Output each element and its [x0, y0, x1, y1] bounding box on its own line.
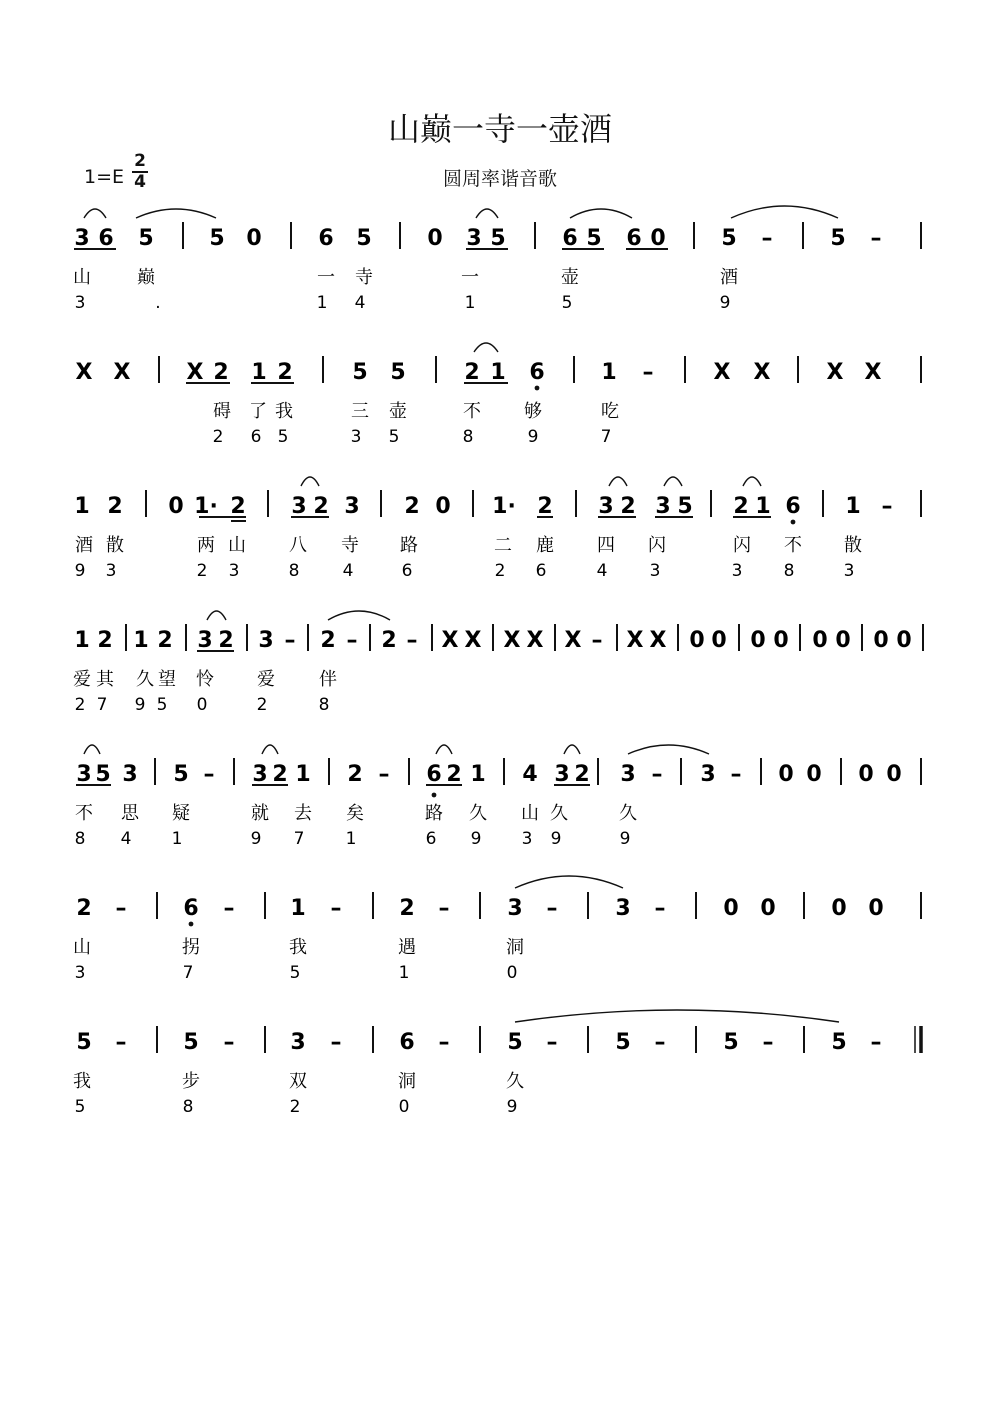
- slur-arc: [609, 477, 627, 486]
- note: X: [526, 628, 544, 653]
- note: X: [441, 628, 459, 653]
- lyric: 路: [425, 803, 443, 824]
- note: 1: [290, 896, 306, 921]
- note: X: [113, 360, 131, 385]
- pi-digit: 1: [398, 963, 410, 983]
- pi-digit: 1: [316, 293, 328, 313]
- lyric: 久: [136, 669, 154, 690]
- lyric: 山: [73, 267, 91, 288]
- note: 0: [427, 226, 443, 251]
- note: –: [870, 226, 882, 251]
- note: 1: [601, 360, 617, 385]
- lyric: 伴: [319, 669, 337, 690]
- note: –: [546, 896, 558, 921]
- lyric: 巅: [137, 267, 155, 288]
- pi-digit: 4: [342, 561, 354, 581]
- pi-digit: 6: [425, 829, 437, 849]
- lyric: 散: [844, 535, 862, 556]
- note: 3: [252, 762, 268, 787]
- pi-digit: 5: [289, 963, 301, 983]
- note: 0: [750, 628, 766, 653]
- note: 5: [352, 360, 368, 385]
- pi-digit: 8: [74, 829, 86, 849]
- note: X: [464, 628, 482, 653]
- note: 3: [700, 762, 716, 787]
- note: 1: [251, 360, 267, 385]
- note: 2: [620, 494, 636, 519]
- note: 3: [598, 494, 614, 519]
- lyric: 山: [228, 535, 246, 556]
- note: 5: [830, 226, 846, 251]
- note: –: [346, 628, 358, 653]
- pi-digit: 7: [600, 427, 612, 447]
- note: X: [503, 628, 521, 653]
- note: 2: [320, 628, 336, 653]
- note: 3: [122, 762, 138, 787]
- pi-digit: 3: [228, 561, 240, 581]
- note: 5: [721, 226, 737, 251]
- note: 2: [464, 360, 480, 385]
- note: 3: [615, 896, 631, 921]
- note: 3: [620, 762, 636, 787]
- slur-arc: [207, 611, 226, 620]
- note: 5: [723, 1030, 739, 1055]
- note: –: [378, 762, 390, 787]
- note: 0: [831, 896, 847, 921]
- lyric: 其: [96, 669, 114, 690]
- pi-digit: 3: [731, 561, 743, 581]
- note: –: [762, 1030, 774, 1055]
- low-octave-dot: [432, 793, 437, 798]
- lyric: 闪: [648, 535, 666, 556]
- note: 2: [230, 494, 246, 519]
- pi-digit: 9: [74, 561, 86, 581]
- note: –: [330, 896, 342, 921]
- note: 5: [173, 762, 189, 787]
- note: 0: [650, 226, 666, 251]
- note: 2: [157, 628, 173, 653]
- lyric: 闪: [733, 535, 751, 556]
- note: 6: [98, 226, 114, 251]
- note: 0: [689, 628, 705, 653]
- pi-digit: 9: [506, 1097, 518, 1117]
- lyric: 寺: [341, 535, 359, 556]
- slur-arc: [328, 611, 390, 620]
- note: 6: [529, 360, 545, 385]
- note: X: [826, 360, 844, 385]
- lyric: 就: [251, 803, 269, 824]
- slur-arc: [136, 209, 216, 218]
- lyric: 我: [275, 401, 293, 422]
- note: 0: [168, 494, 184, 519]
- note: –: [870, 1030, 882, 1055]
- note: 0: [435, 494, 451, 519]
- note: 4: [522, 762, 538, 787]
- pi-digit: 5: [388, 427, 400, 447]
- note: –: [330, 1030, 342, 1055]
- note: –: [881, 494, 893, 519]
- lyric: 我: [73, 1071, 91, 1092]
- note: 5: [831, 1030, 847, 1055]
- pi-digit: 6: [535, 561, 547, 581]
- pi-digit: 8: [288, 561, 300, 581]
- note: 3: [291, 494, 307, 519]
- slur-arc: [436, 745, 452, 754]
- note: 5: [183, 1030, 199, 1055]
- note: 1: [133, 628, 149, 653]
- pi-digit: 3: [521, 829, 533, 849]
- pi-digit: 2: [256, 695, 268, 715]
- note: 3: [290, 1030, 306, 1055]
- pi-digit: 5: [156, 695, 168, 715]
- lyric: 久: [469, 803, 487, 824]
- note: 0: [711, 628, 727, 653]
- note: 2: [313, 494, 329, 519]
- note: X: [75, 360, 93, 385]
- note: 2: [277, 360, 293, 385]
- note: –: [223, 896, 235, 921]
- pi-digit: 8: [318, 695, 330, 715]
- lyric: 壶: [389, 401, 407, 422]
- pi-digit: 1: [464, 293, 476, 313]
- note: 6: [426, 762, 442, 787]
- note: 2: [404, 494, 420, 519]
- lyric: 久: [506, 1071, 524, 1092]
- note: 0: [886, 762, 902, 787]
- note: 5: [356, 226, 372, 251]
- note: X: [186, 360, 204, 385]
- pi-digit: 9: [134, 695, 146, 715]
- lyric: 怜: [196, 669, 214, 690]
- note: 5: [209, 226, 225, 251]
- slur-arc: [476, 209, 498, 218]
- note: 3: [76, 762, 92, 787]
- pi-digit: 9: [527, 427, 539, 447]
- note: X: [753, 360, 771, 385]
- note: 3: [655, 494, 671, 519]
- lyric: 不: [75, 803, 93, 824]
- note: 5: [677, 494, 693, 519]
- lyric: 路: [400, 535, 418, 556]
- slur-arc: [515, 876, 623, 888]
- note: 1·: [492, 494, 516, 519]
- note: 0: [835, 628, 851, 653]
- slur-arc: [743, 477, 761, 486]
- pi-digit: 2: [74, 695, 86, 715]
- note: 0: [246, 226, 262, 251]
- pi-digit: 2: [196, 561, 208, 581]
- pi-digit: 7: [96, 695, 108, 715]
- song-subtitle: 圆周率谐音歌: [442, 168, 557, 190]
- lyric: 爱: [73, 669, 91, 690]
- pi-digit: 0: [506, 963, 518, 983]
- note: 5: [615, 1030, 631, 1055]
- note: 1: [845, 494, 861, 519]
- lyric: 四: [597, 535, 615, 556]
- pi-digit: 1: [345, 829, 357, 849]
- lyric: 壶: [561, 267, 579, 288]
- lyric: 望: [158, 669, 176, 690]
- lyric: 拐: [182, 937, 200, 958]
- pi-digit: 3: [105, 561, 117, 581]
- note: –: [406, 628, 418, 653]
- note: –: [591, 628, 603, 653]
- pi-digit: 3: [74, 293, 86, 313]
- pi-digit: 8: [462, 427, 474, 447]
- pi-digit: 8: [182, 1097, 194, 1117]
- lyric: 思: [121, 803, 139, 824]
- slur-arc: [564, 745, 580, 754]
- note: 2: [97, 628, 113, 653]
- note: 2: [107, 494, 123, 519]
- lyric: 酒: [75, 535, 93, 556]
- pi-digit: 0: [196, 695, 208, 715]
- lyric: 遇: [398, 937, 416, 958]
- note: X: [864, 360, 882, 385]
- note: –: [654, 896, 666, 921]
- lyric: 久: [550, 803, 568, 824]
- pi-digit: 4: [596, 561, 608, 581]
- pi-digit: 5: [561, 293, 573, 313]
- note: 6: [318, 226, 334, 251]
- note: 3: [197, 628, 213, 653]
- note: –: [761, 226, 773, 251]
- note: –: [730, 762, 742, 787]
- lyric: 寺: [355, 267, 373, 288]
- song-title: 山巅一寺一壶酒: [387, 110, 612, 148]
- lyric: 了: [249, 401, 267, 422]
- note: –: [438, 1030, 450, 1055]
- note: 0: [778, 762, 794, 787]
- note: 5: [490, 226, 506, 251]
- note: 1: [295, 762, 311, 787]
- note: 5: [95, 762, 111, 787]
- note: 2: [733, 494, 749, 519]
- pi-digit: 1: [171, 829, 183, 849]
- low-octave-dot: [791, 520, 796, 525]
- note: 0: [723, 896, 739, 921]
- pi-digit: 2: [212, 427, 224, 447]
- note: X: [626, 628, 644, 653]
- lyric: 二: [494, 535, 512, 556]
- note: –: [642, 360, 654, 385]
- note: 2: [218, 628, 234, 653]
- pi-digit: 3: [843, 561, 855, 581]
- note: –: [203, 762, 215, 787]
- note: 0: [873, 628, 889, 653]
- slur-arc: [474, 343, 498, 352]
- pi-digit: 9: [719, 293, 731, 313]
- lyric: 步: [182, 1071, 200, 1092]
- lyric: 久: [619, 803, 637, 824]
- pi-digit: 9: [619, 829, 631, 849]
- note: 3: [466, 226, 482, 251]
- time-signature-denominator: 4: [132, 171, 148, 192]
- note: 6: [399, 1030, 415, 1055]
- note: 1: [490, 360, 506, 385]
- note: 0: [773, 628, 789, 653]
- lyric: 吃: [601, 401, 619, 422]
- lyric: 三: [351, 401, 369, 422]
- low-octave-dot: [535, 386, 540, 391]
- pi-digit: 4: [354, 293, 366, 313]
- slur-arc: [731, 206, 838, 218]
- slur-arc: [628, 745, 709, 754]
- pi-digit: 9: [550, 829, 562, 849]
- lyric: 鹿: [536, 535, 554, 556]
- note: 5: [390, 360, 406, 385]
- pi-digit: 0: [398, 1097, 410, 1117]
- note: 6: [183, 896, 199, 921]
- lyric: 八: [289, 535, 307, 556]
- note: 1: [755, 494, 771, 519]
- lyric: 两: [197, 535, 215, 556]
- note: –: [115, 1030, 127, 1055]
- note: 2: [446, 762, 462, 787]
- key-signature: 1=E: [84, 166, 125, 188]
- note: –: [284, 628, 296, 653]
- lyric: 不: [784, 535, 802, 556]
- pi-digit: 6: [250, 427, 262, 447]
- pi-digit: 3: [649, 561, 661, 581]
- note: –: [546, 1030, 558, 1055]
- note: 0: [896, 628, 912, 653]
- low-octave-dot: [189, 922, 194, 927]
- note: X: [713, 360, 731, 385]
- note: 3: [258, 628, 274, 653]
- slur-arc: [262, 745, 278, 754]
- note: 2: [399, 896, 415, 921]
- note: 2: [574, 762, 590, 787]
- note: 0: [812, 628, 828, 653]
- note: 0: [858, 762, 874, 787]
- note: 6: [562, 226, 578, 251]
- pi-digit: 7: [293, 829, 305, 849]
- note: 5: [76, 1030, 92, 1055]
- note: 6: [626, 226, 642, 251]
- lyric: 山: [521, 803, 539, 824]
- slur-arc: [84, 209, 106, 218]
- lyric: 山: [73, 937, 91, 958]
- pi-digit: 5: [277, 427, 289, 447]
- note: 2: [381, 628, 397, 653]
- note: 2: [347, 762, 363, 787]
- pi-digit: 7: [182, 963, 194, 983]
- pi-digit: 2: [494, 561, 506, 581]
- slur-arc: [515, 1010, 839, 1022]
- lyric: 去: [294, 803, 312, 824]
- lyric: 一: [461, 267, 479, 288]
- slur-arc: [84, 745, 100, 754]
- note: 5: [138, 226, 154, 251]
- note: –: [438, 896, 450, 921]
- note: 0: [868, 896, 884, 921]
- slur-arc: [570, 209, 632, 218]
- note: X: [649, 628, 667, 653]
- pi-digit: 3: [350, 427, 362, 447]
- note: X: [564, 628, 582, 653]
- note: –: [115, 896, 127, 921]
- lyric: 爱: [257, 669, 275, 690]
- note: 2: [213, 360, 229, 385]
- note: 2: [537, 494, 553, 519]
- note: 1: [74, 494, 90, 519]
- pi-digit: 8: [783, 561, 795, 581]
- pi-digit: 9: [250, 829, 262, 849]
- lyric: 够: [524, 401, 542, 422]
- note: 0: [760, 896, 776, 921]
- note: 3: [74, 226, 90, 251]
- note: 3: [344, 494, 360, 519]
- note: 5: [586, 226, 602, 251]
- slur-arc: [664, 477, 682, 486]
- slur-arc: [301, 477, 319, 486]
- note: 1: [74, 628, 90, 653]
- pi-digit: .: [155, 293, 161, 313]
- pi-digit: 9: [470, 829, 482, 849]
- lyric: 双: [289, 1071, 307, 1092]
- note: 3: [507, 896, 523, 921]
- note: –: [223, 1030, 235, 1055]
- note: 3: [554, 762, 570, 787]
- note: 2: [76, 896, 92, 921]
- lyric: 散: [106, 535, 124, 556]
- note: 0: [806, 762, 822, 787]
- lyric: 碍: [213, 401, 231, 422]
- lyric: 洞: [398, 1071, 416, 1092]
- note: –: [654, 1030, 666, 1055]
- pi-digit: 2: [289, 1097, 301, 1117]
- lyric: 一: [317, 267, 335, 288]
- lyric: 不: [463, 401, 481, 422]
- lyric: 洞: [506, 937, 524, 958]
- pi-digit: 3: [74, 963, 86, 983]
- note: –: [651, 762, 663, 787]
- pi-digit: 6: [401, 561, 413, 581]
- time-signature-numerator: 2: [134, 151, 146, 171]
- lyric: 疑: [172, 803, 190, 824]
- note: 5: [507, 1030, 523, 1055]
- note: 1·: [194, 494, 218, 519]
- lyric: 酒: [720, 267, 738, 288]
- lyric: 我: [289, 937, 307, 958]
- note: 1: [470, 762, 486, 787]
- note: 2: [272, 762, 288, 787]
- note: 6: [785, 494, 801, 519]
- lyric: 矣: [346, 803, 364, 824]
- pi-digit: 4: [120, 829, 132, 849]
- pi-digit: 5: [74, 1097, 86, 1117]
